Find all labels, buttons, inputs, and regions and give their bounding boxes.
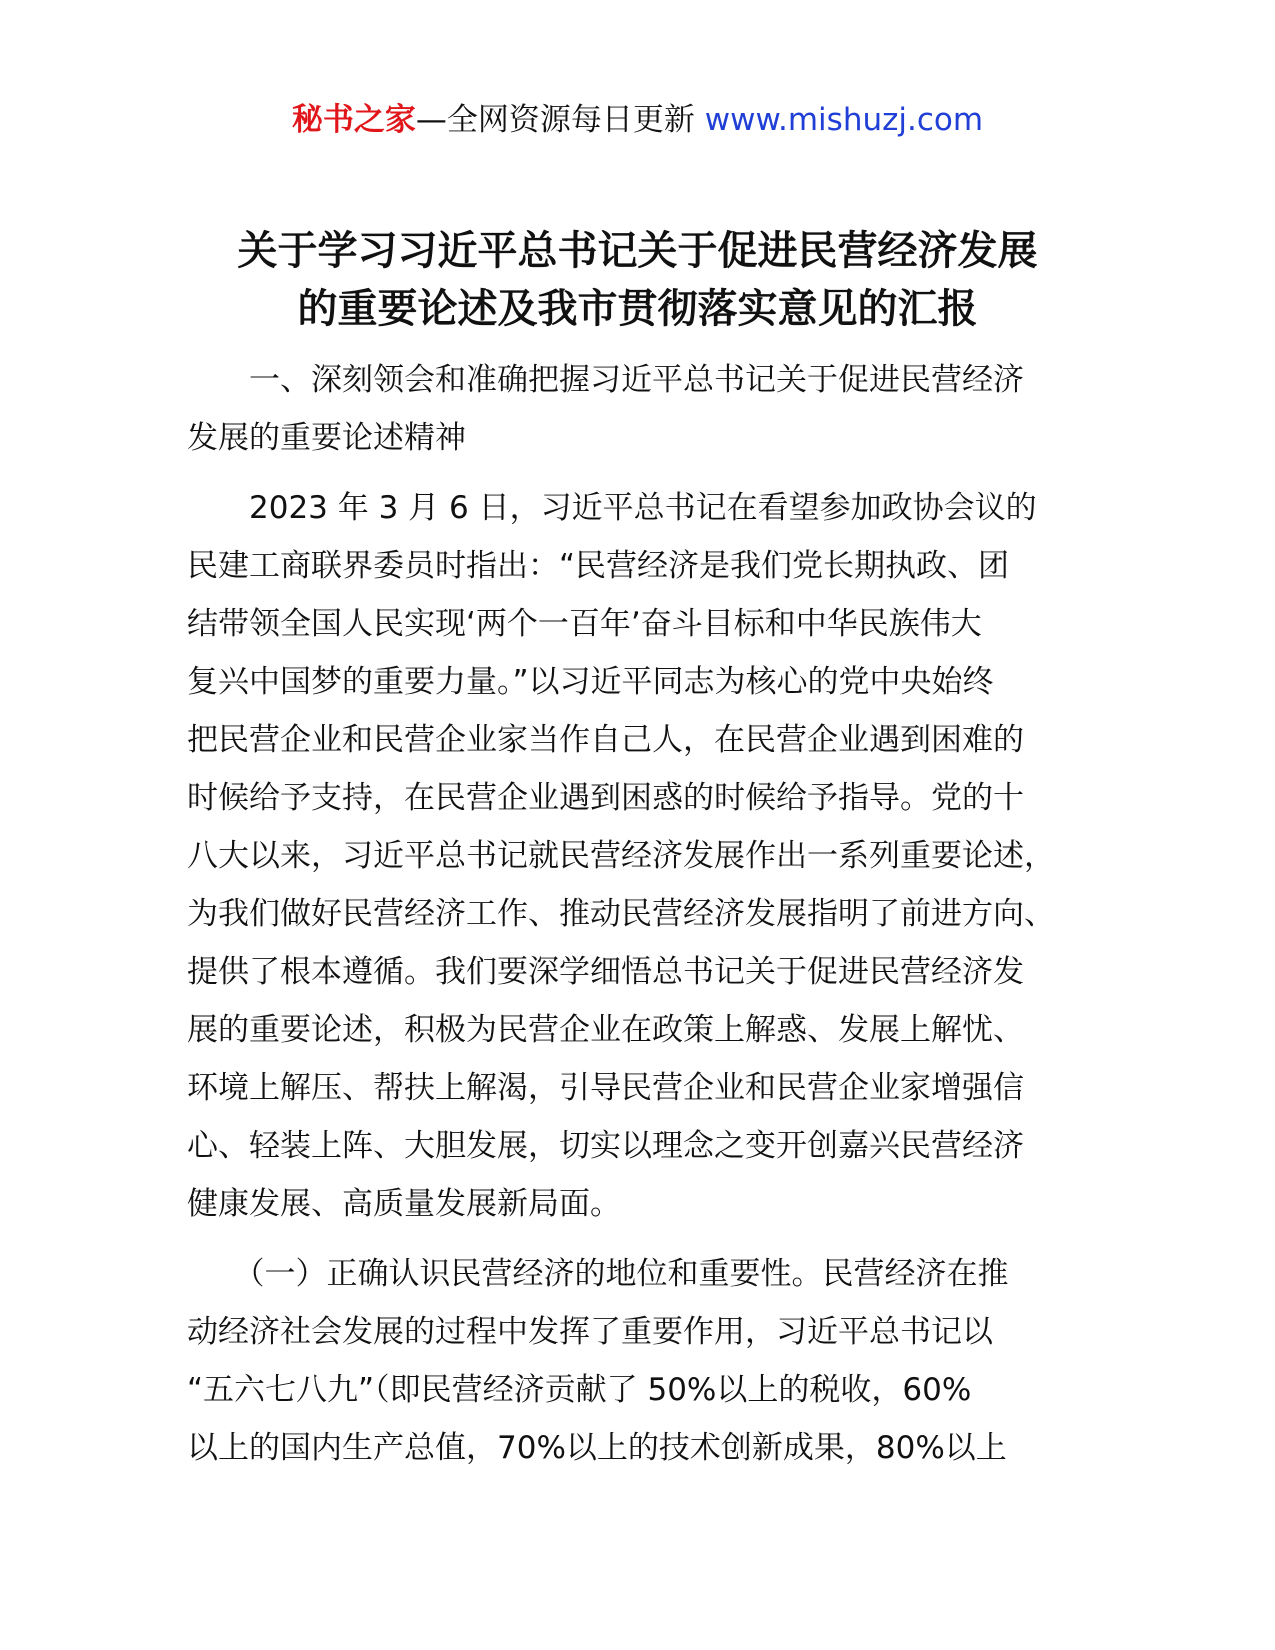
text-line: 动经济社会发展的过程中发挥了重要作用，习近平总书记以 [187, 1314, 993, 1350]
site-url-link[interactable]: www.mishuzj.com [704, 102, 984, 138]
text-line: 时候给予支持，在民营企业遇到困惑的时候给予指导。党的十 [187, 780, 1024, 816]
text-line: （一）正确认识民营经济的地位和重要性。民营经济在推 [187, 1256, 1009, 1292]
site-brand: 秘书之家 [291, 102, 416, 138]
text-line: 八大以来，习近平总书记就民营经济发展作出一系列重要论述， [187, 838, 1055, 874]
text-line: 一、深刻领会和准确把握习近平总书记关于促进民营经济 [187, 362, 1024, 398]
text-line: 健康发展、高质量发展新局面。 [187, 1186, 621, 1222]
text-line: 把民营企业和民营企业家当作自己人，在民营企业遇到困难的 [187, 722, 1024, 758]
document-body [187, 351, 1087, 1477]
text-line: 环境上解压、帮扶上解渴，引导民营企业和民营企业家增强信 [187, 1070, 1024, 1106]
text-line: “五六七八九”（即民营经济贡献了 50%以上的税收，60% [187, 1372, 972, 1408]
text-line: 提供了根本遵循。我们要深学细悟总书记关于促进民营经济发 [187, 954, 1024, 990]
site-header [0, 100, 1275, 140]
text-line: 展的重要论述，积极为民营企业在政策上解惑、发展上解忧、 [187, 1012, 1024, 1048]
section-heading [187, 351, 1087, 467]
text-line: 民建工商联界委员时指出：“民营经济是我们党长期执政、团 [187, 548, 1010, 584]
text-line: 结带领全国人民实现‘两个一百年’奋斗目标和中华民族伟大 [187, 606, 982, 642]
text-line: 为我们做好民营经济工作、推动民营经济发展指明了前进方向、 [187, 896, 1055, 932]
paragraph-1 [187, 479, 1087, 1233]
document-title [120, 222, 1155, 338]
title-line: 的重要论述及我市贯彻落实意见的汇报 [297, 286, 978, 332]
text-line: 2023 年 3 月 6 日，习近平总书记在看望参加政协会议的 [187, 490, 1037, 526]
text-line: 复兴中国梦的重要力量。”以习近平同志为核心的党中央始终 [187, 664, 994, 700]
paragraph-2 [187, 1245, 1087, 1477]
title-line: 关于学习习近平总书记关于促进民营经济发展 [237, 228, 1038, 274]
site-tagline: —全网资源每日更新 [415, 102, 705, 138]
text-line: 心、轻装上阵、大胆发展，切实以理念之变开创嘉兴民营经济 [187, 1128, 1024, 1164]
text-line: 发展的重要论述精神 [187, 420, 466, 456]
text-line: 以上的国内生产总值，70%以上的技术创新成果，80%以上 [187, 1430, 1007, 1466]
